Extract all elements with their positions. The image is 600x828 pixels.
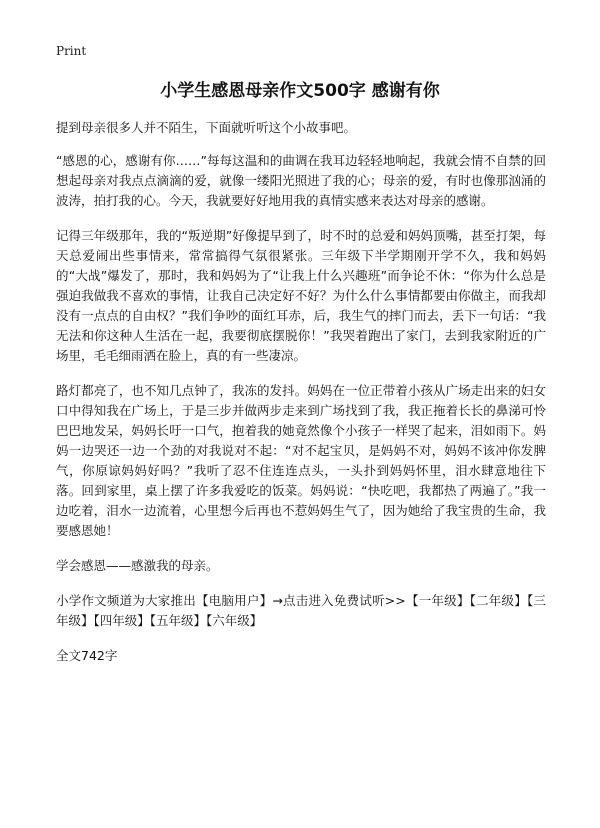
promo-prefix: 小学作文频道为大家推出 [56,593,196,608]
grade-link-2[interactable]: 【二年级】 [469,593,527,608]
promo-user-link[interactable]: 【电脑用户】 [195,593,273,608]
paragraph-conclusion: 学会感恩——感激我的母亲。 [56,558,219,573]
paragraph-intro: 提到母亲很多人并不陌生，下面就听听这个小故事吧。 [56,120,357,135]
paragraph-1: “感恩的心，感谢有你……”每每这温和的曲调在我耳边轻轻地响起，我就会情不自禁的回想起母亲对我点点滴滴的爱，就像一缕阳光照进了我的心；母亲的爱，有时也像那汹涌的波涛，拍打我的心。今天，我就要好好地用我的真情实感来表达对母亲的感谢。 [56,153,546,208]
grade-link-1[interactable]: 【一年级】 [405,593,470,608]
promo-trial-link[interactable]: →点击进入免费试听>> [272,593,406,608]
article-body [56,118,546,681]
grade-link-4[interactable]: 【四年级】 [93,613,150,628]
grade-link-5[interactable]: 【五年级】 [149,613,207,628]
paragraph-3: 路灯都亮了，也不知几点钟了，我冻的发抖。妈妈在一位正带着小孩从广场走出来的妇女口中得知我在广场上，于是三步并做两步走来到广场找到了我，我正拖着长长的鼻涕可怜巴巴地发呆，妈妈长吁一口气，抱着我的她竟然像个小孩子一样哭了起来，泪如雨下。妈妈一边哭还一边一个劲的对我说对不起：“对不起宝贝，是妈妈不对，妈妈不该冲你发脾气，你原谅妈妈好吗？”我听了忍不住连连点头，一头扑到妈妈怀里，泪水肆意地往下落。回到家里，桌上摆了许多我爱吃的饭菜。妈妈说：“快吃吧，我都热了两遍了。”我一边吃着，泪水一边流着，心里想今后再也不惹妈妈生气了，因为她给了我宝贵的生命，我要感恩她！ [56,383,546,538]
print-link[interactable]: Print [56,44,87,58]
article-title: 小学生感恩母亲作文500字 感谢有你 [160,81,440,101]
paragraph-2: 记得三年级那年，我的“叛逆期”好像提早到了，时不时的总爱和妈妈顶嘴，甚至打架，每天总爱闹出些事情来，常常搞得气氛很紧张。三年级下半学期刚开学不久，我和妈妈的“大战”爆发了，那时，我和妈妈为了“让我上什么兴趣班”而争论不休：“你为什么总是强迫我做我不喜欢的事情，让我自己决定好不好？为什么什么事情都要由你做主，而我却没有一点点的自由权？”我们争吵的面红耳赤，后，我生气的摔门而去，丢下一句话：“我无法和你这种人生活在一起，我要彻底摆脱你！”我哭着跑出了家门，去到我家附近的广场里，毛毛细雨洒在脸上，真的有一些凄凉。 [56,228,546,363]
promo-line [56,591,546,631]
grade-link-6[interactable]: 【六年级】 [206,613,263,628]
word-count: 全文742字 [56,648,118,663]
grade-link-3[interactable]: 【三年级】 [56,593,546,628]
